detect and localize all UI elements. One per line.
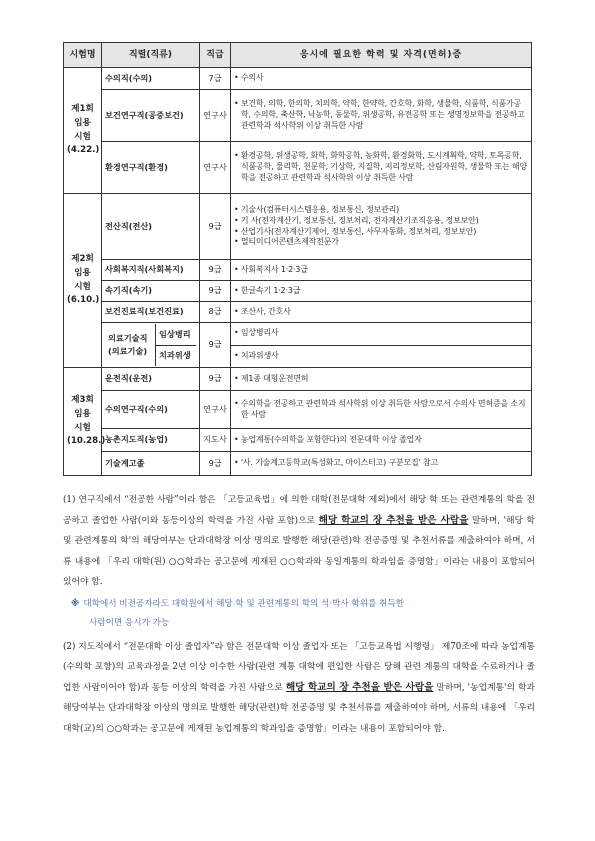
grade-cell: 연구사 bbox=[200, 142, 231, 194]
medical-position-cell bbox=[102, 323, 200, 368]
requirement-cell: • 조산사, 간호사 bbox=[231, 302, 532, 323]
qualification-table bbox=[63, 42, 532, 476]
grade-cell: 연구사 bbox=[200, 90, 231, 142]
grade-cell: 9급 bbox=[200, 323, 231, 368]
table-row bbox=[64, 302, 532, 323]
grade-cell: 지도사 bbox=[200, 429, 231, 452]
table-row bbox=[64, 142, 532, 194]
header-position: 직렬(직류) bbox=[102, 43, 200, 68]
table-row bbox=[64, 429, 532, 452]
position-cell: 환경연구직(환경) bbox=[102, 142, 200, 194]
table-row bbox=[64, 452, 532, 476]
medical-subtable bbox=[105, 324, 196, 366]
position-cell: 사회복지직(사회복지) bbox=[102, 260, 200, 281]
notes-section bbox=[63, 490, 535, 739]
requirement-cell: • 환경공학, 위생공학, 화학, 화학공학, 농화학, 환경화학, 도시계획학, 약학, 토목공학, 식품공학, 물리학, 천문학, 기상학, 지질학, 지리정보학, 산림자원학, 생물학 또는 해양학을 전공하고 관련학과 석사학위 이상 취득한 사람 bbox=[231, 142, 532, 194]
note-research-paragraph: (1) 연구직에서 “전공한 사람”이라 함은 「고등교육법」에 의한 대학(전문대학 제외)에서 해당 학 또는 관련계통의 학을 전공하고 졸업한 사람(이와 동등이상의 학력을 가진 사람 포함)으로 해당 학교의 장 추천을 받은 사람을 말하며, '해당 학 및 관련계통의 학'의 해당여부는 단과대학장 이상 명의로 발행한 해당(관련)학 전공증명 및 추천서류를 제출하여야 하며, 서류 내용에 「우리 대학(원) ○○학과는 공고문에 게재된 ○○학과와 동일계통의 학과임을 증명함」이라는 내용이 포함되어 있어야 함. bbox=[63, 495, 535, 587]
grade-cell: 9급 bbox=[200, 260, 231, 281]
requirement-cell: • 기술사(컴퓨터시스템응용, 정보통신, 정보관리) • 기 사(전자계산기, 정보통신, 정보처리, 전자계산기조직응용, 정보보안) • 산업기사(전자계산기제어, 정보통신, 사무자동화, 정보처리, 정보보안) • 멀티미디어콘텐츠제작전문가 bbox=[231, 194, 532, 260]
requirement-cell: • 치과위생사 bbox=[231, 345, 532, 368]
position-cell: 수의직(수의) bbox=[102, 68, 200, 90]
position-cell: 보건연구직(공중보건) bbox=[102, 90, 200, 142]
header-requirements: 응시에 필요한 학력 및 자격(면허)증 bbox=[231, 43, 532, 68]
medical-sub-clinical: 임상병리 bbox=[156, 324, 197, 345]
grade-cell: 9급 bbox=[200, 452, 231, 476]
reference-mark-icon: ※ bbox=[71, 598, 80, 609]
exam-name: 제2회 임용 시험 (6.10.) bbox=[64, 194, 102, 368]
table-row bbox=[64, 194, 532, 260]
exam-name: 제1회 임용 시험 (4.22.) bbox=[64, 68, 102, 194]
emphasis-recommendation: 해당 학교의 장 추천을 받은 사람을 bbox=[318, 514, 469, 526]
grade-cell: 7급 bbox=[200, 68, 231, 90]
requirement-cell: • 수의사 bbox=[231, 68, 532, 90]
emphasis-recommendation: 해당 학교의 장 추천을 받은 사람을 bbox=[285, 681, 434, 693]
note-guidance-paragraph: (2) 지도직에서 “전문대학 이상 졸업자”라 함은 전문대학 이상 졸업자 또는 「고등교육법 시행령」 제70조에 따라 농업계통(수의학 포함)의 교육과정을 2년 이상 이수한 사람(관련 계통 대학에 편입한 사람은 당해 관련 계통의 대학을 수료하거나 졸업한 사람이어야 함)과 동등 이상의 학력을 가진 사람으로 해당 학교의 장 추천을 받은 사람을 말하며, '농업계통'의 학과 해당여부는 단과대학장 이상의 명의로 발행한 해당(관련)학 전공증명 및 추천서류를 제출하여야 하며, 서류의 내용에 「우리 대학(교)의 ○○학과는 공고문에 게재된 농업계통의 학과임을 증명함」이라는 내용이 포함되어야 함. bbox=[63, 641, 535, 734]
table-row bbox=[64, 391, 532, 429]
grade-cell: 9급 bbox=[200, 194, 231, 260]
requirement-cell: • 수의학을 전공하고 관련학과 석사학위 이상 취득한 사람으로서 수의사 면허증을 소지한 사람 bbox=[231, 391, 532, 429]
requirement-cell: • 보건학, 의학, 한의학, 치의학, 약학, 한약학, 간호학, 화학, 생물학, 식품학, 식품가공학, 수의학, 축산학, 낙농학, 동물학, 위생공학, 유전공학 또는 생명정보학을 전공하고 관련학과 석사학위 이상 취득한 사람 bbox=[231, 90, 532, 142]
table-header-row bbox=[64, 43, 532, 68]
header-grade: 직급 bbox=[200, 43, 231, 68]
medical-sub-dental: 치과위생 bbox=[159, 350, 191, 361]
table-row bbox=[64, 260, 532, 281]
position-cell: 수의연구직(수의) bbox=[102, 391, 200, 429]
table-row bbox=[64, 90, 532, 142]
grade-cell: 9급 bbox=[200, 368, 231, 391]
header-exam: 시험명 bbox=[64, 43, 102, 68]
requirement-cell: • 사회복지사 1·2·3급 bbox=[231, 260, 532, 281]
requirement-cell: • '사. 기술계고등학교(특성화고, 마이스터고) 구분모집' 참고 bbox=[231, 452, 532, 476]
table-row bbox=[64, 281, 532, 302]
position-cell: 보건진료직(보건진료) bbox=[102, 302, 200, 323]
position-cell: 전산직(전산) bbox=[102, 194, 200, 260]
grade-cell: 연구사 bbox=[200, 391, 231, 429]
position-cell: 농촌지도직(농업) bbox=[102, 429, 200, 452]
exam-name: 제3회 임용 시험 (10.28.) bbox=[64, 368, 102, 476]
table-row bbox=[64, 323, 532, 346]
requirement-cell: • 제1종 대형운전면허 bbox=[231, 368, 532, 391]
medical-group-label: 의료기술직 (의료기술) bbox=[105, 324, 156, 366]
note-star: ※ 대학에서 비전공자라도 대학원에서 해당 학 및 관련계통의 학의 석·박사 학위를 취득한 사람이면 응시가 가능 bbox=[71, 598, 404, 628]
table-row bbox=[64, 68, 532, 90]
requirement-cell: • 농업계통(수의학을 포함한다)의 전문대학 이상 졸업자 bbox=[231, 429, 532, 452]
position-cell: 기술계고졸 bbox=[102, 452, 200, 476]
grade-cell: 9급 bbox=[200, 281, 231, 302]
position-cell: 속기직(속기) bbox=[102, 281, 200, 302]
position-cell: 운전직(운전) bbox=[102, 368, 200, 391]
requirement-cell: • 임상병리사 bbox=[231, 323, 532, 346]
table-row bbox=[64, 368, 532, 391]
requirement-cell: • 한글속기 1·2·3급 bbox=[231, 281, 532, 302]
grade-cell: 8급 bbox=[200, 302, 231, 323]
